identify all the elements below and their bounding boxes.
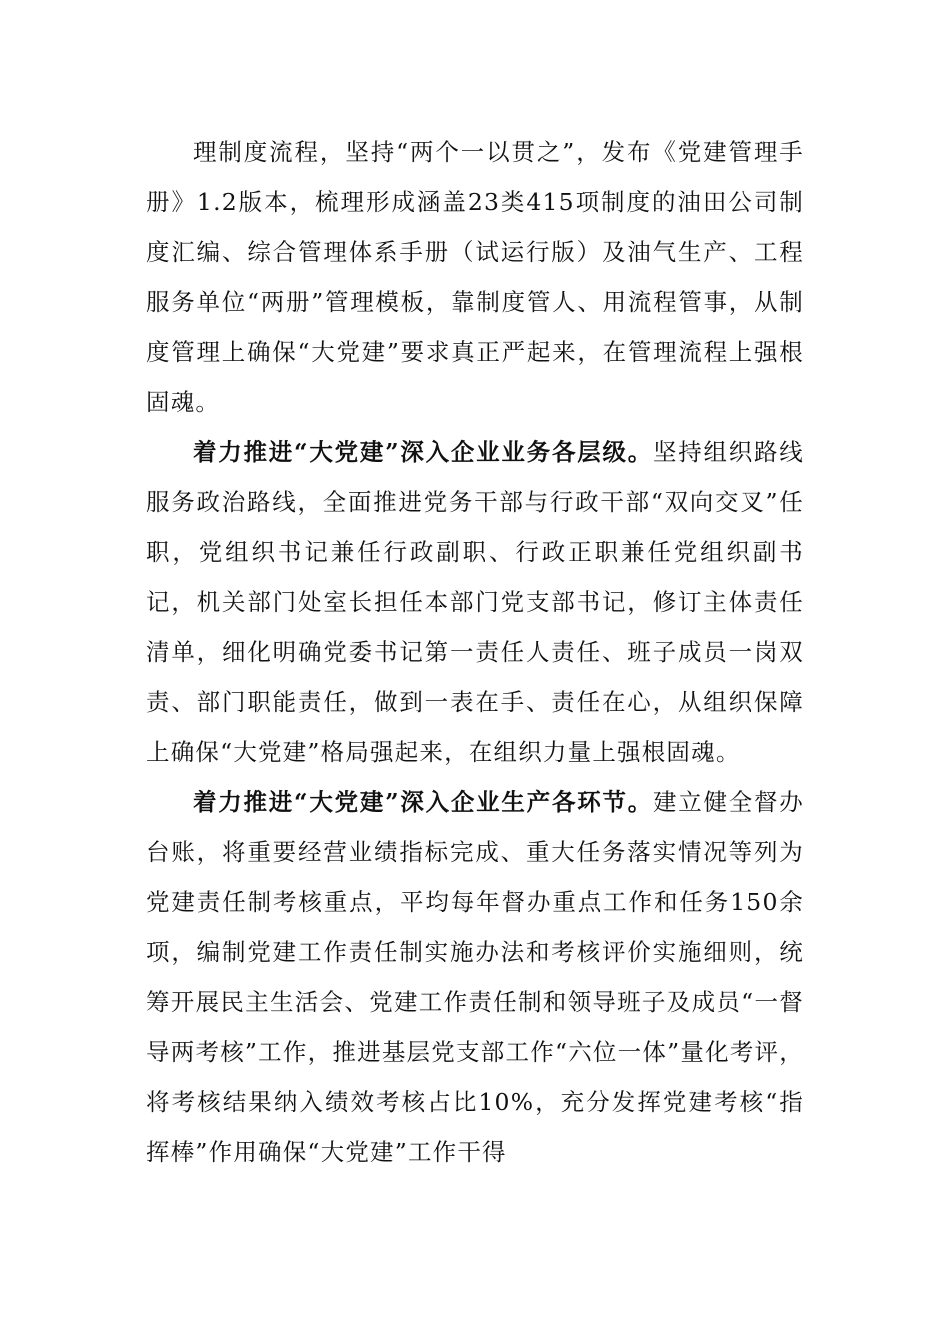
document-body	[146, 127, 804, 1177]
paragraph-3-text: 建立健全督办台账，将重要经营业绩指标完成、重大任务落实情况等列为党建责任制考核重点，平均每年督办重点工作和任务150余项，编制党建工作责任制实施办法和考核评价实施细则，统筹开展民主生活会、党建工作责任制和领导班子及成员“一督导两考核”工作，推进基层党支部工作“六位一体”量化考评，将考核结果纳入绩效考核占比10%，充分发挥党建考核“指挥棒”作用确保“大党建”工作干得	[146, 788, 804, 1166]
paragraph-2-heading: 着力推进“大党建”深入企业业务各层级。	[193, 438, 653, 466]
paragraph-1-text: 理制度流程，坚持“两个一以贯之”，发布《党建管理手册》1.2版本，梳理形成涵盖23类415项制度的油田公司制度汇编、综合管理体系手册（试运行版）及油气生产、工程服务单位“两册”管理模板，靠制度管人、用流程管事，从制度管理上确保“大党建”要求真正严起来，在管理流程上强根固魂。	[146, 138, 804, 416]
paragraph-1	[146, 127, 804, 427]
paragraph-2	[146, 427, 804, 777]
paragraph-2-text: 坚持组织路线服务政治路线，全面推进党务干部与行政干部“双向交叉”任职，党组织书记兼任行政副职、行政正职兼任党组织副书记，机关部门处室长担任本部门党支部书记，修订主体责任清单，细化明确党委书记第一责任人责任、班子成员一岗双责、部门职能责任，做到一表在手、责任在心，从组织保障上确保“大党建”格局强起来，在组织力量上强根固魂。	[146, 438, 804, 766]
paragraph-3-heading: 着力推进“大党建”深入企业生产各环节。	[193, 788, 653, 816]
paragraph-3	[146, 777, 804, 1177]
